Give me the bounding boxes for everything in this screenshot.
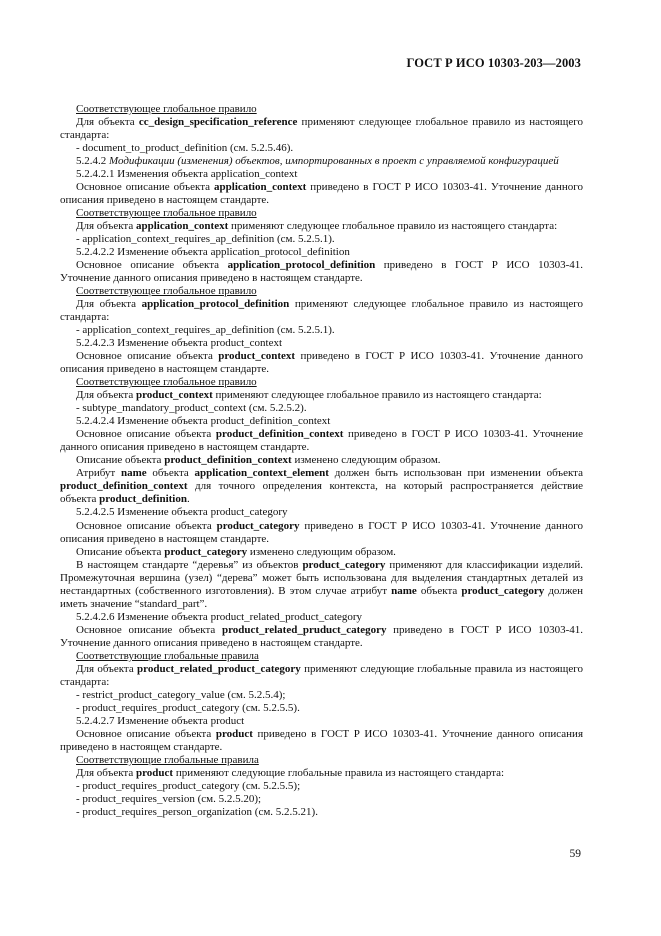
page-header: ГОСТ Р ИСО 10303-203—2003 — [406, 56, 581, 70]
paragraph: Основное описание объекта product_related_pruduct_category приведено в ГОСТ Р ИСО 10303-41. Уточнение данного описания приведено в настоящем стандарте. — [60, 623, 583, 649]
subsection-heading: 5.2.4.2.6 Изменение объекта product_related_product_category — [76, 610, 363, 623]
paragraph: Атрибут name объекта application_context_element должен быть использован при изменении объекта product_definition_context для точного определения контекста, на который распространяется действие объекта product_definition. — [60, 467, 583, 506]
paragraph: Основное описание объекта product_category приведено в ГОСТ Р ИСО 10303-41. Уточнение данного описания приведено в настоящем стандарте. — [60, 519, 583, 545]
section-heading-underlined: Соответствующее глобальное правило — [76, 285, 257, 298]
section-heading-underlined: Соответствующее глобальное правило — [76, 376, 257, 389]
subsection-heading: 5.2.4.2.3 Изменение объекта product_context — [76, 337, 283, 350]
paragraph: Основное описание объекта application_protocol_definition приведено в ГОСТ Р ИСО 10303-41. Уточнение данного описания приведено в настоящем стандарте. — [60, 259, 583, 285]
subsection-heading: 5.2.4.2.1 Изменения объекта application_context — [76, 168, 298, 181]
list-item: - product_requires_version (см. 5.2.5.20); — [76, 792, 262, 805]
paragraph: Для объекта product применяют следующие глобальные правила из настоящего стандарта: — [76, 766, 505, 779]
paragraph: В настоящем стандарте “деревья” из объектов product_category применяют для классификации изделий. Промежуточная вершина (узел) “дерева” может быть использована для выделения стандартных деталей из нестандартных (собственного изготовления). В этом случае атрибут name объекта product_category должен иметь значение “standard_part”. — [60, 558, 584, 610]
section-heading-underlined: Соответствующие глобальные правила — [76, 753, 259, 766]
paragraph: Для объекта application_context применяют следующее глобальное правило из настоящего стандарта: — [76, 220, 558, 233]
paragraph: Для объекта product_related_product_category применяют следующие глобальные правила из настоящего стандарта: — [60, 662, 584, 688]
list-item: - document_to_product_definition (см. 5.2.5.46). — [76, 142, 294, 155]
subsection-heading: 5.2.4.2 Модификации (изменения) объектов, импортированных в проект с управляемой конфигурацией — [76, 155, 559, 168]
subsection-heading: 5.2.4.2.7 Изменение объекта product — [76, 714, 245, 727]
section-heading-underlined: Соответствующее глобальное правило — [76, 103, 257, 115]
list-item: - product_requires_product_category (см. 5.2.5.5); — [76, 779, 301, 792]
paragraph: Описание объекта product_category изменено следующим образом. — [76, 545, 396, 558]
subsection-heading: 5.2.4.2.4 Изменение объекта product_definition_context — [76, 415, 331, 428]
paragraph: Описание объекта product_definition_context изменено следующим образом. — [76, 454, 441, 467]
paragraph: Основное описание объекта product_context приведено в ГОСТ Р ИСО 10303-41. Уточнение данного описания приведено в настоящем стандарте. — [60, 350, 583, 376]
list-item: - product_requires_product_category (см. 5.2.5.5). — [76, 701, 300, 714]
paragraph: Для объекта product_context применяют следующее глобальное правило из настоящего стандарта: — [76, 389, 542, 402]
paragraph: Основное описание объекта product приведено в ГОСТ Р ИСО 10303-41. Уточнение данного описания приведено в настоящем стандарте. — [60, 727, 583, 753]
section-heading-underlined: Соответствующее глобальное правило — [76, 207, 257, 220]
list-item: - application_context_requires_ap_definition (см. 5.2.5.1). — [76, 233, 335, 246]
subsection-heading: 5.2.4.2.2 Изменение объекта application_protocol_definition — [76, 246, 350, 259]
paragraph: Для объекта cc_design_specification_reference применяют следующее глобальное правило из настоящего стандарта: — [60, 116, 583, 142]
list-item: - restrict_product_category_value (см. 5.2.5.4); — [76, 688, 286, 701]
subsection-heading: 5.2.4.2.5 Изменение объекта product_category — [76, 506, 288, 519]
paragraph: Основное описание объекта application_context приведено в ГОСТ Р ИСО 10303-41. Уточнение данного описания приведено в настоящем стандарте. — [60, 181, 583, 207]
list-item: - subtype_mandatory_product_context (см. 5.2.5.2). — [76, 402, 307, 415]
list-item: - application_context_requires_ap_definition (см. 5.2.5.1). — [76, 324, 335, 337]
paragraph: Основное описание объекта product_definition_context приведено в ГОСТ Р ИСО 10303-41. Уточнение данного описания приведено в настоящем стандарте. — [60, 428, 583, 454]
paragraph: Для объекта application_protocol_definition применяют следующее глобальное правило из настоящего стандарта: — [60, 298, 584, 324]
document-body — [60, 103, 583, 819]
list-item: - product_requires_person_organization (см. 5.2.5.21). — [76, 805, 318, 818]
section-heading-underlined: Соответствующие глобальные правила — [76, 649, 259, 662]
page-number: 59 — [569, 848, 581, 860]
